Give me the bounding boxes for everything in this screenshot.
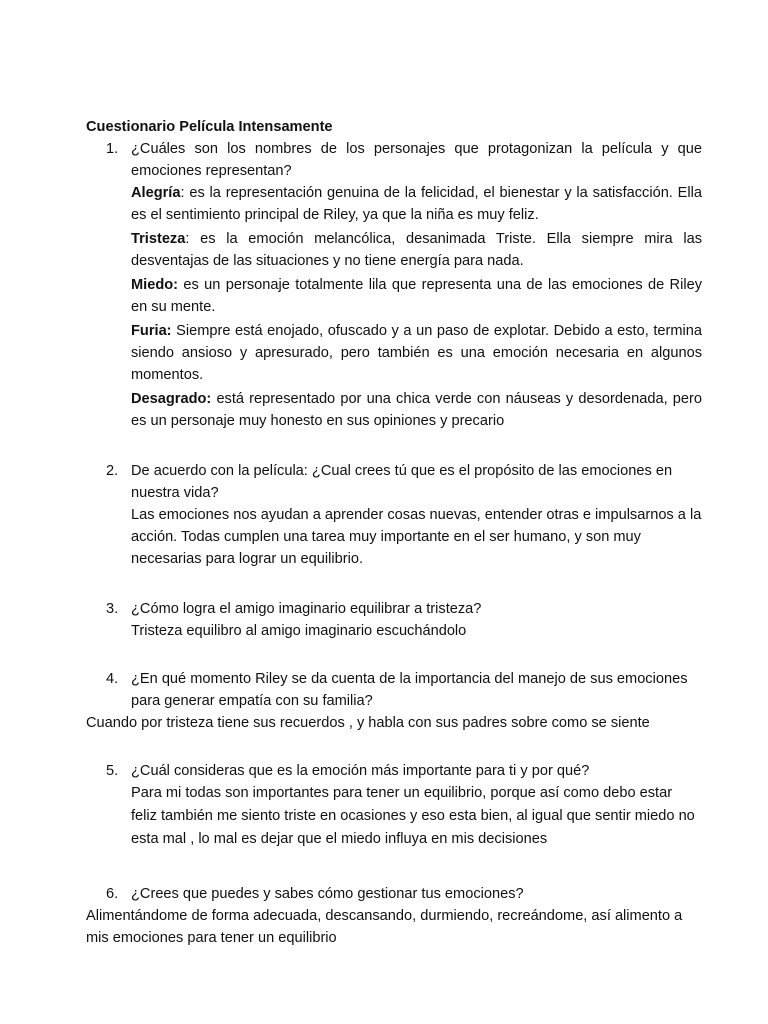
question-number: 1. xyxy=(106,141,119,157)
question-5 xyxy=(86,760,702,851)
document-content xyxy=(86,116,702,949)
question-number: 2. xyxy=(106,463,119,479)
emotion-separator: : xyxy=(180,185,185,201)
question-text: De acuerdo con la película: ¿Cual crees tú que es el propósito de las emociones en nuestra vida? xyxy=(131,463,673,501)
emotion-name: Tristeza xyxy=(131,231,186,247)
document-title: Cuestionario Película Intensamente xyxy=(86,119,333,135)
emotion-separator: : xyxy=(185,231,190,247)
question-text: ¿Crees que puedes y sabes cómo gestionar tus emociones? xyxy=(131,886,524,902)
question-number: 3. xyxy=(106,601,119,617)
question-3 xyxy=(86,598,702,642)
answer-text: Las emociones nos ayudan a aprender cosas nuevas, entender otras e impulsarnos a la acción. Todas cumplen una tarea muy importante en el ser humano, y son muy necesarias para lograr un equilibrio. xyxy=(131,507,702,567)
answer-text: Alimentándome de forma adecuada, descansando, durmiendo, recreándome, así alimento a mis emociones para tener un equilibrio xyxy=(86,908,683,946)
emotion-description: Siempre está enojado, ofuscado y a un paso de explotar. Debido a esto, termina siendo ansioso y apresurado, pero también es una emoción necesaria en algunos momentos. xyxy=(131,323,702,383)
emotion-tristeza xyxy=(131,228,702,272)
emotion-miedo xyxy=(131,274,702,318)
question-text: ¿En qué momento Riley se da cuenta de la importancia del manejo de sus emociones para generar empatía con su familia? xyxy=(131,671,688,709)
emotion-name: Furia: xyxy=(131,323,172,339)
emotion-description: es la emoción melancólica, desanimada Triste. Ella siempre mira las desventajas de las situaciones y no tiene energía para nada. xyxy=(131,231,702,269)
answer-text: Cuando por tristeza tiene sus recuerdos , y habla con sus padres sobre como se siente xyxy=(86,715,650,731)
emotion-description: está representado por una chica verde con náuseas y desordenada, pero es un personaje muy honesto en sus opiniones y precario xyxy=(131,391,702,429)
question-text: ¿Cuáles son los nombres de los personajes que protagonizan la película y que emociones representan? xyxy=(131,141,702,179)
emotion-description: es un personaje totalmente lila que representa una de las emociones de Riley en su mente. xyxy=(131,277,702,315)
emotion-description: es la representación genuina de la felicidad, el bienestar y la satisfacción. Ella es el sentimiento principal de Riley, ya que la niña es muy feliz. xyxy=(131,185,702,223)
emotion-name: Miedo: xyxy=(131,277,179,293)
emotion-furia xyxy=(131,320,702,386)
question-number: 6. xyxy=(106,886,119,902)
question-1 xyxy=(86,138,702,432)
emotion-name: Alegría xyxy=(131,185,181,201)
emotion-desagrado xyxy=(131,388,702,432)
emotion-alegria xyxy=(131,182,702,226)
question-number: 5. xyxy=(106,763,119,779)
answer-text: Para mi todas son importantes para tener un equilibrio, porque así como debo estar feliz también me siento triste en ocasiones y eso esta bien, al igual que sentir miedo no esta mal , lo mal es dejar que el miedo influya en mis decisiones xyxy=(131,785,695,847)
question-6 xyxy=(86,883,702,905)
question-text: ¿Cómo logra el amigo imaginario equilibrar a tristeza? xyxy=(131,601,482,617)
answer-text: Tristeza equilibro al amigo imaginario escuchándolo xyxy=(131,623,467,639)
question-2 xyxy=(86,460,702,570)
emotion-name: Desagrado: xyxy=(131,391,212,407)
question-text: ¿Cuál consideras que es la emoción más importante para ti y por qué? xyxy=(131,763,590,779)
question-number: 4. xyxy=(106,671,119,687)
question-4 xyxy=(86,668,702,712)
